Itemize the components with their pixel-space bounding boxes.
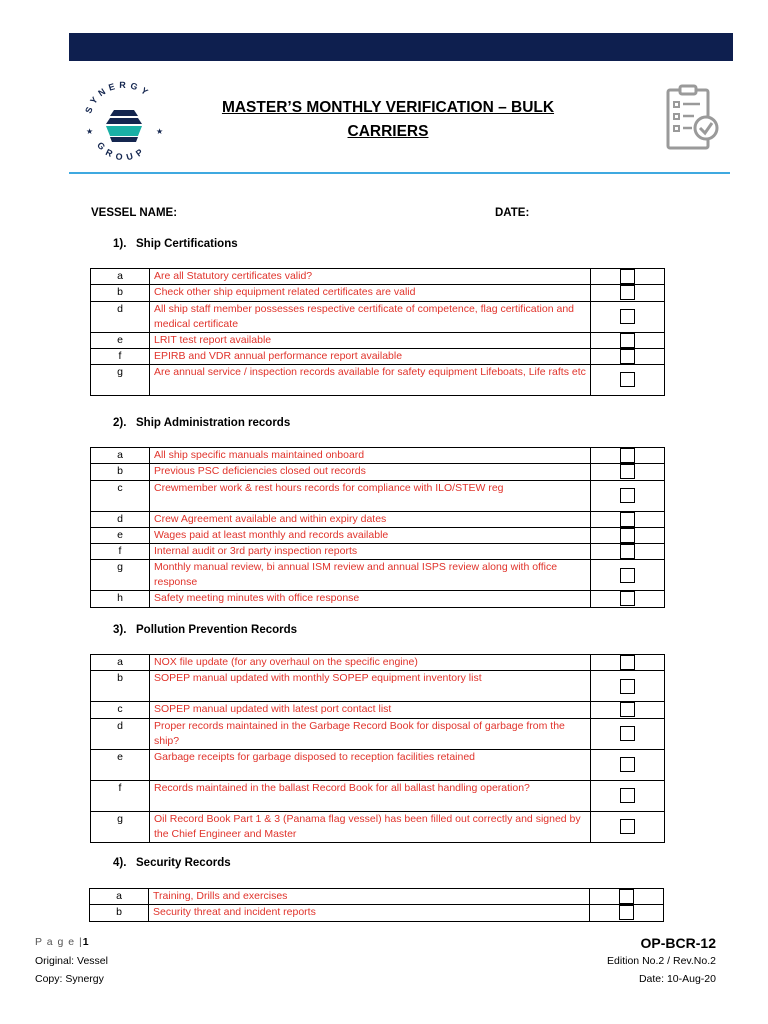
item-checkbox[interactable] <box>620 726 635 741</box>
date-label: DATE: <box>495 207 530 219</box>
item-letter: a <box>90 889 149 905</box>
table-row <box>91 655 665 671</box>
item-letter: b <box>91 285 150 301</box>
checklist-table <box>90 268 665 396</box>
table-row <box>91 544 665 560</box>
checkbox-cell <box>591 718 665 749</box>
item-checkbox[interactable] <box>620 655 635 670</box>
checkbox-cell <box>591 560 665 591</box>
checkbox-cell <box>591 480 665 511</box>
checkbox-cell <box>591 780 665 811</box>
table-row <box>91 671 665 702</box>
checkbox-cell <box>591 749 665 780</box>
table-row <box>91 560 665 591</box>
item-letter: g <box>91 365 150 396</box>
page-indicator: P a g e |1 <box>35 936 90 948</box>
checkbox-cell <box>591 285 665 301</box>
item-checkbox[interactable] <box>619 905 634 920</box>
item-text: SOPEP manual updated with monthly SOPEP equipment inventory list <box>150 671 591 702</box>
table-row <box>91 269 665 285</box>
item-checkbox[interactable] <box>620 591 635 606</box>
checkbox-cell <box>591 269 665 285</box>
checkbox-cell <box>591 591 665 607</box>
item-text: Training, Drills and exercises <box>149 889 590 905</box>
checklist-table <box>90 654 665 843</box>
item-letter: f <box>91 544 150 560</box>
item-letter: c <box>91 702 150 718</box>
item-letter: a <box>91 448 150 464</box>
item-checkbox[interactable] <box>620 757 635 772</box>
item-letter: e <box>91 527 150 543</box>
item-text: Are annual service / inspection records available for safety equipment Lifeboats, Life rafts etc <box>150 365 591 396</box>
item-text: Oil Record Book Part 1 & 3 (Panama flag vessel) has been filled out correctly and signed by the Chief Engineer and Master <box>150 811 591 842</box>
item-checkbox[interactable] <box>620 788 635 803</box>
checkbox-cell <box>591 332 665 348</box>
table-row <box>91 527 665 543</box>
table-row <box>91 464 665 480</box>
section-heading: 2). Ship Administration records <box>113 417 291 429</box>
item-text: SOPEP manual updated with latest port contact list <box>150 702 591 718</box>
item-text: EPIRB and VDR annual performance report available <box>150 348 591 364</box>
table-row <box>91 591 665 607</box>
item-letter: d <box>91 511 150 527</box>
clipboard-check-icon <box>664 84 720 154</box>
table-row <box>91 348 665 364</box>
table-row <box>91 332 665 348</box>
item-text: Crew Agreement available and within expiry dates <box>150 511 591 527</box>
svg-text:★: ★ <box>86 127 94 136</box>
item-text: Previous PSC deficiencies closed out records <box>150 464 591 480</box>
svg-text:★: ★ <box>156 127 164 136</box>
header-bar <box>69 33 733 61</box>
checkbox-cell <box>591 348 665 364</box>
item-checkbox[interactable] <box>620 488 635 503</box>
table-row <box>91 749 665 780</box>
item-letter: e <box>91 749 150 780</box>
checkbox-cell <box>591 702 665 718</box>
checklist-table <box>90 447 665 608</box>
item-checkbox[interactable] <box>620 333 635 348</box>
header-rule <box>69 172 730 174</box>
item-checkbox[interactable] <box>620 679 635 694</box>
item-checkbox[interactable] <box>620 528 635 543</box>
item-letter: e <box>91 332 150 348</box>
item-checkbox[interactable] <box>620 544 635 559</box>
item-text: Internal audit or 3rd party inspection reports <box>150 544 591 560</box>
table-row <box>91 301 665 332</box>
item-letter: c <box>91 480 150 511</box>
item-letter: b <box>90 905 149 921</box>
item-letter: a <box>91 269 150 285</box>
item-checkbox[interactable] <box>620 309 635 324</box>
checkbox-cell <box>591 448 665 464</box>
item-text: All ship staff member possesses respective certificate of competence, flag certification and medical certificate <box>150 301 591 332</box>
item-text: All ship specific manuals maintained onboard <box>150 448 591 464</box>
item-text: NOX file update (for any overhaul on the specific engine) <box>150 655 591 671</box>
vessel-name-label: VESSEL NAME: <box>91 207 178 219</box>
item-checkbox[interactable] <box>620 512 635 527</box>
item-letter: d <box>91 718 150 749</box>
item-text: Are all Statutory certificates valid? <box>150 269 591 285</box>
checkbox-cell <box>591 511 665 527</box>
checkbox-cell <box>591 301 665 332</box>
item-letter: g <box>91 560 150 591</box>
item-text: Check other ship equipment related certificates are valid <box>150 285 591 301</box>
item-checkbox[interactable] <box>619 889 634 904</box>
table-row <box>90 889 664 905</box>
item-text: Crewmember work & rest hours records for compliance with ILO/STEW reg <box>150 480 591 511</box>
table-row <box>91 702 665 718</box>
table-row <box>91 511 665 527</box>
checklist-table <box>89 888 664 922</box>
table-row <box>91 811 665 842</box>
svg-text:SYNERGY: SYNERGY <box>83 79 154 115</box>
checkbox-cell <box>590 889 664 905</box>
item-checkbox[interactable] <box>620 464 635 479</box>
item-text: LRIT test report available <box>150 332 591 348</box>
original-note: Original: Vessel <box>35 955 108 967</box>
section-heading: 1). Ship Certifications <box>113 238 238 250</box>
date-note: Date: 10-Aug-20 <box>638 973 716 985</box>
item-checkbox[interactable] <box>620 448 635 463</box>
item-checkbox[interactable] <box>620 349 635 364</box>
checkbox-cell <box>591 655 665 671</box>
item-letter: g <box>91 811 150 842</box>
item-letter: h <box>91 591 150 607</box>
checkbox-cell <box>591 464 665 480</box>
table-row <box>91 480 665 511</box>
table-row <box>90 905 664 921</box>
item-checkbox[interactable] <box>620 372 635 387</box>
table-row <box>91 285 665 301</box>
table-row <box>91 780 665 811</box>
item-checkbox[interactable] <box>620 819 635 834</box>
item-text: Proper records maintained in the Garbage Record Book for disposal of garbage from the ship? <box>150 718 591 749</box>
item-text: Garbage receipts for garbage disposed to reception facilities retained <box>150 749 591 780</box>
edition-note: Edition No.2 / Rev.No.2 <box>607 955 716 967</box>
item-letter: b <box>91 671 150 702</box>
svg-text:GROUP: GROUP <box>95 139 149 163</box>
section-heading: 3). Pollution Prevention Records <box>113 624 298 636</box>
item-text: Safety meeting minutes with office response <box>150 591 591 607</box>
checkbox-cell <box>591 527 665 543</box>
item-text: Security threat and incident reports <box>149 905 590 921</box>
item-checkbox[interactable] <box>620 702 635 717</box>
checkbox-cell <box>591 811 665 842</box>
item-text: Monthly manual review, bi annual ISM review and annual ISPS review along with office response <box>150 560 591 591</box>
checkbox-cell <box>591 365 665 396</box>
table-row <box>91 718 665 749</box>
synergy-group-logo <box>76 76 172 166</box>
table-row <box>91 448 665 464</box>
item-checkbox[interactable] <box>620 568 635 583</box>
table-row <box>91 365 665 396</box>
page-title: MASTER’S MONTHLY VERIFICATION – BULK CARRIERS <box>221 99 555 140</box>
item-checkbox[interactable] <box>620 269 635 284</box>
item-letter: f <box>91 780 150 811</box>
checkbox-cell <box>591 544 665 560</box>
checkbox-cell <box>590 905 664 921</box>
item-letter: a <box>91 655 150 671</box>
document-code: OP-BCR-12 <box>640 935 716 951</box>
item-letter: b <box>91 464 150 480</box>
copy-note: Copy: Synergy <box>35 973 104 985</box>
item-text: Wages paid at least monthly and records available <box>150 527 591 543</box>
checkbox-cell <box>591 671 665 702</box>
section-heading: 4). Security Records <box>113 857 231 869</box>
item-letter: f <box>91 348 150 364</box>
item-letter: d <box>91 301 150 332</box>
item-text: Records maintained in the ballast Record Book for all ballast handling operation? <box>150 780 591 811</box>
item-checkbox[interactable] <box>620 285 635 300</box>
